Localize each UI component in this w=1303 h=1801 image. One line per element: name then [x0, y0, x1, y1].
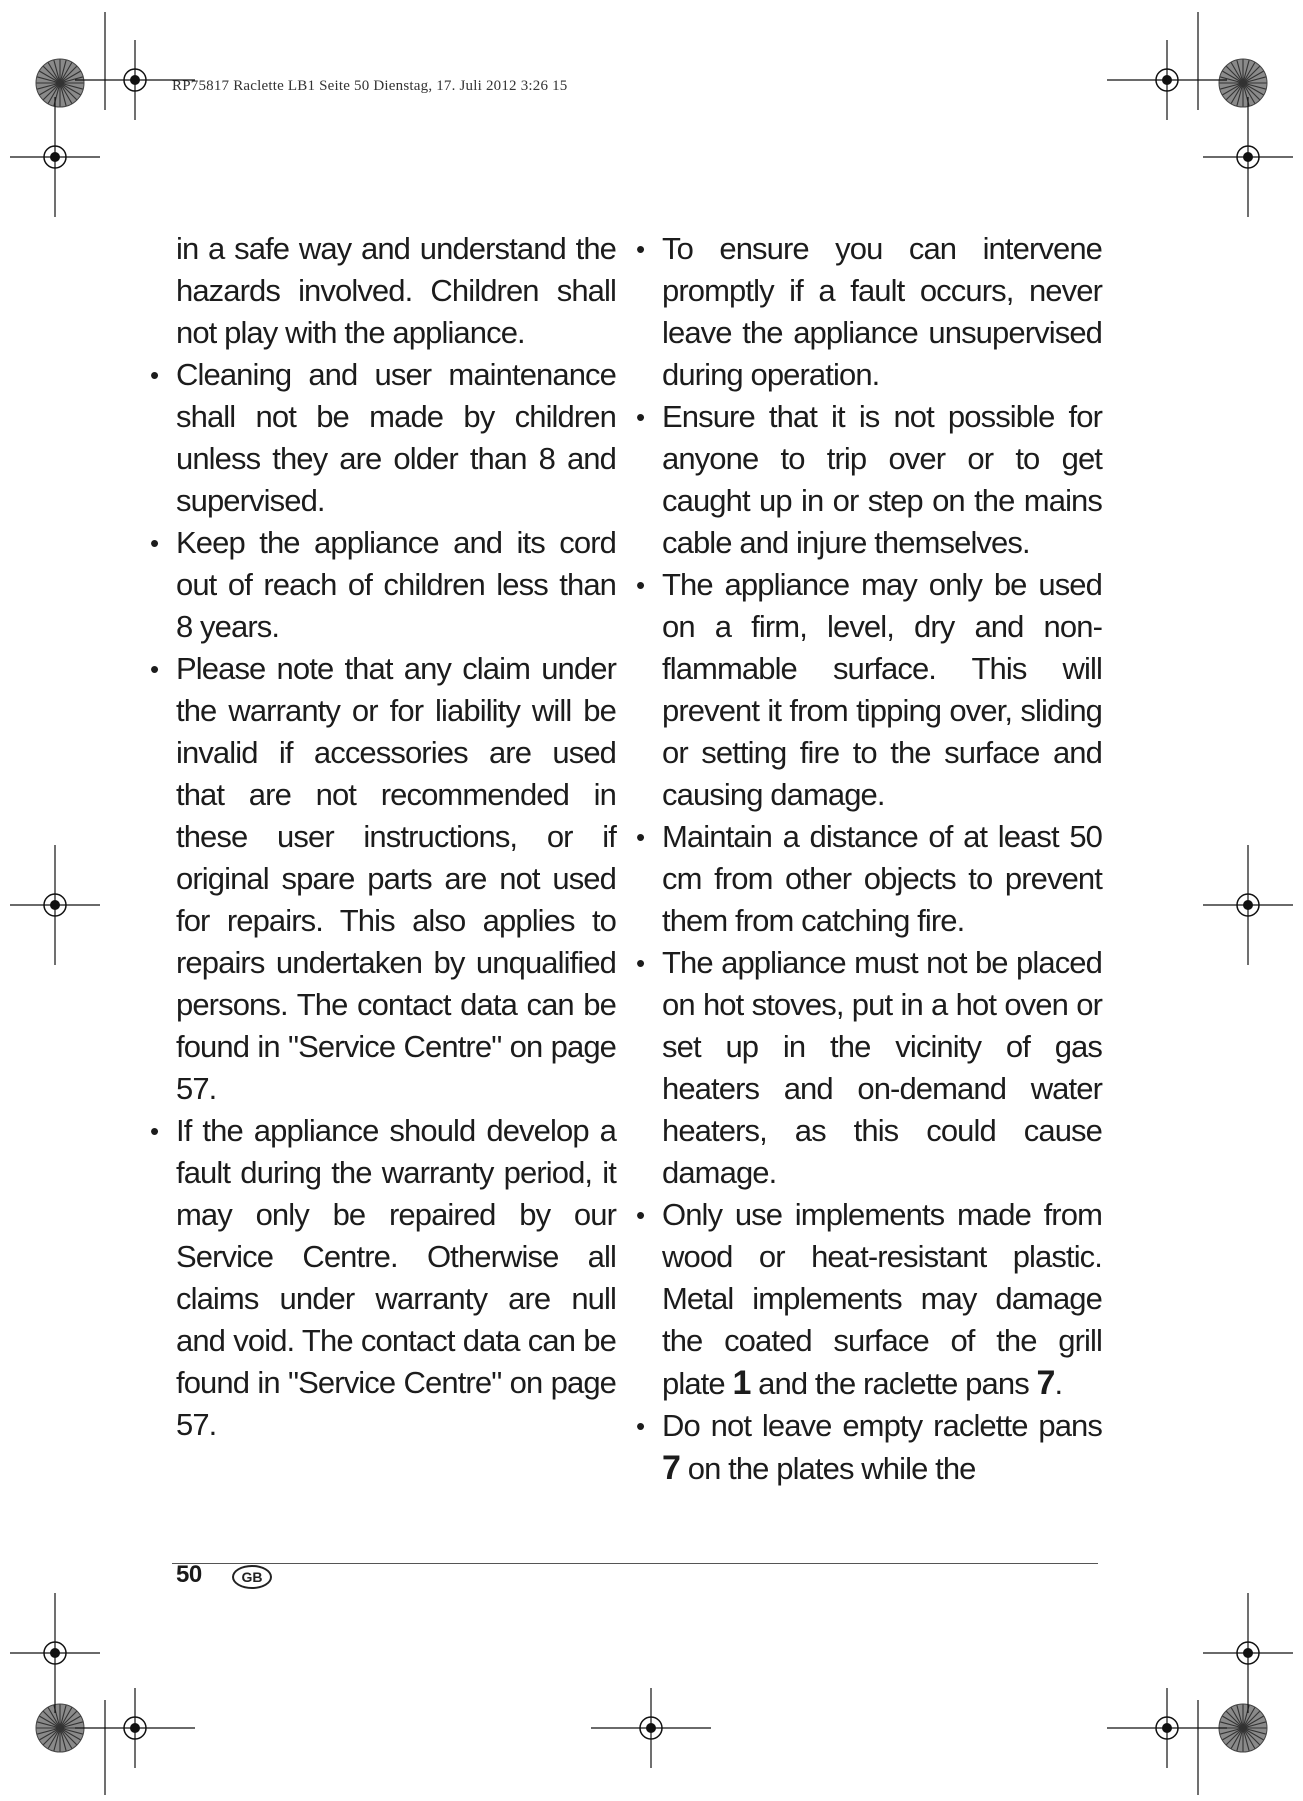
registration-starburst-tr-ray — [1222, 83, 1243, 95]
list-item — [150, 648, 616, 1110]
registration-starburst-tl-ray — [54, 83, 60, 106]
registration-starburst-br-ray — [1243, 1728, 1255, 1749]
intro-paragraph: in a safe way and understand the hazards involved. Children shall not play with the appliance. — [176, 231, 616, 350]
registration-starburst-tr-rim — [1219, 59, 1267, 107]
registration-starburst-bl-ray — [60, 1728, 83, 1734]
registration-starburst-bl-ray — [60, 1728, 77, 1745]
registration-starburst-br-ray — [1231, 1707, 1243, 1728]
bullet-text: If the appliance should develop a fault during the warranty period, it may only be repaired by our Service Centre. Otherwise all claims under warranty are null and void. The contact data can be found in "Service Centre" on page 57. — [176, 1113, 616, 1442]
registration-starburst-bl-ray — [43, 1728, 60, 1745]
registration-starburst-tl-ray — [60, 62, 72, 83]
bullet-text-part: and the raclette pans — [750, 1366, 1037, 1401]
list-item — [150, 522, 616, 648]
registration-starburst-tl-ray — [60, 83, 66, 106]
registration-crosshair-mid-left-dot — [50, 900, 60, 910]
registration-starburst-br-ray — [1243, 1722, 1266, 1728]
registration-starburst-bl-ray — [60, 1705, 66, 1728]
registration-starburst-br-ray — [1226, 1728, 1243, 1745]
bullet-text-part: Only use implements made from wood or heat-resistant plastic. Metal implements may damage the coated surface of the grill plate — [662, 1197, 1102, 1401]
registration-starburst-br-ray — [1243, 1707, 1255, 1728]
registration-crosshair-bottom-left-ring — [124, 1717, 146, 1739]
registration-starburst-bl-ray — [54, 1728, 60, 1751]
registration-starburst-tr-ray — [1243, 83, 1249, 106]
bullet-text: Cleaning and user maintenance shall not be made by children unless they are older than 8 and supervised. — [176, 357, 616, 518]
bullet-text: Ensure that it is not possible for anyone to trip over or to get caught up in or step on the mains cable and injure themselves. — [662, 399, 1102, 560]
registration-starburst-br-ray — [1243, 1716, 1264, 1728]
bullet-icon: • — [150, 360, 159, 390]
list-item — [636, 228, 1102, 396]
bullet-icon: • — [636, 948, 645, 978]
registration-starburst-tr-ray — [1231, 83, 1243, 104]
registration-crosshair-bottom-center-ring — [640, 1717, 662, 1739]
registration-starburst-tl-ray — [43, 66, 60, 83]
registration-starburst-tr-ray — [1222, 71, 1243, 83]
registration-crosshair-lower-left-dot — [50, 1648, 60, 1658]
registration-starburst-tl-ray — [48, 83, 60, 104]
registration-starburst-br-ray — [1231, 1728, 1243, 1749]
registration-starburst-tr-ray — [1226, 66, 1243, 83]
grill-plate-ref-number: 1 — [732, 1364, 751, 1402]
bullet-icon: • — [150, 654, 159, 684]
bullet-icon: • — [636, 570, 645, 600]
registration-starburst-tl-ray — [60, 77, 83, 83]
registration-starburst-bl-disc — [36, 1704, 84, 1752]
registration-starburst-tl-ray — [37, 77, 60, 83]
bullet-text: To ensure you can intervene promptly if a fault occurs, never leave the appliance unsupervised during operation. — [662, 231, 1102, 392]
registration-starburst-br-disc — [1219, 1704, 1267, 1752]
registration-starburst-tr-ray — [1243, 83, 1264, 95]
left-bullet-list — [150, 354, 616, 1446]
registration-starburst-tr-ray — [1243, 62, 1255, 83]
list-item — [636, 396, 1102, 564]
registration-starburst-br-ray — [1237, 1728, 1243, 1751]
bullet-icon: • — [636, 402, 645, 432]
registration-starburst-bl-ray — [39, 1728, 60, 1740]
bullet-text-part: on the plates while the — [680, 1451, 976, 1486]
registration-starburst-tl-ray — [60, 71, 81, 83]
bullet-icon: • — [636, 1200, 645, 1230]
registration-starburst-tr-ray — [1243, 83, 1266, 89]
registration-starburst-br-ray — [1243, 1728, 1264, 1740]
registration-starburst-br-ray — [1222, 1716, 1243, 1728]
registration-starburst-tl-ray — [48, 62, 60, 83]
registration-crosshair-upper-left-dot — [50, 152, 60, 162]
list-item — [150, 354, 616, 522]
registration-crosshair-bottom-right-ring — [1156, 1717, 1178, 1739]
bullet-icon: • — [636, 1411, 645, 1441]
country-code-badge: GB — [232, 1565, 272, 1589]
registration-starburst-tl-ray — [43, 83, 60, 100]
registration-crosshair-upper-left-ring — [44, 146, 66, 168]
registration-crosshair-mid-right-dot — [1243, 900, 1253, 910]
raclette-pans-ref-number: 7 — [1036, 1364, 1055, 1402]
registration-crosshair-top-right-dot — [1162, 75, 1172, 85]
registration-starburst-tr-ray — [1243, 60, 1249, 83]
registration-starburst-tl-ray — [54, 60, 60, 83]
registration-starburst-tl-ray — [39, 71, 60, 83]
bullet-icon: • — [636, 234, 645, 264]
registration-crosshair-mid-right-ring — [1237, 894, 1259, 916]
bullet-icon: • — [150, 1116, 159, 1146]
bullet-text-part: Do not leave empty raclette pans — [662, 1408, 1102, 1443]
registration-crosshair-lower-right-ring — [1237, 1642, 1259, 1664]
registration-starburst-tr-disc — [1219, 59, 1267, 107]
registration-starburst-tr-ray — [1243, 66, 1260, 83]
registration-crosshair-lower-right-dot — [1243, 1648, 1253, 1658]
registration-crosshair-upper-right-ring — [1237, 146, 1259, 168]
registration-crosshair-mid-left-ring — [44, 894, 66, 916]
registration-starburst-tr-ray — [1243, 83, 1255, 104]
bullet-text: Keep the appliance and its cord out of reach of children less than 8 years. — [176, 525, 616, 644]
registration-starburst-br-ray — [1243, 1705, 1249, 1728]
bullet-text: The appliance may only be used on a firm, level, dry and non-flammable surface. This will prevent it from tipping over, sliding or setting fire to the surface and causing damage. — [662, 567, 1102, 812]
registration-starburst-br-rim — [1219, 1704, 1267, 1752]
registration-starburst-tr-ray — [1243, 77, 1266, 83]
list-item — [150, 1110, 616, 1446]
bullet-text: The appliance must not be placed on hot stoves, put in a hot oven or set up in the vicinity of gas heaters and on-demand water heaters, as this could cause damage. — [662, 945, 1102, 1190]
registration-starburst-tr-ray — [1220, 77, 1243, 83]
bullet-icon: • — [636, 822, 645, 852]
registration-starburst-bl-ray — [60, 1728, 66, 1751]
registration-starburst-tr-ray — [1243, 83, 1260, 100]
bullet-text: Maintain a distance of at least 50 cm from other objects to prevent them from catching fire. — [662, 819, 1102, 938]
registration-starburst-br-ray — [1243, 1728, 1249, 1751]
list-item — [636, 942, 1102, 1194]
registration-crosshair-bottom-right-dot — [1162, 1723, 1172, 1733]
registration-starburst-br-ray — [1222, 1728, 1243, 1740]
footer-divider — [172, 1563, 1098, 1564]
registration-starburst-tl-disc — [36, 59, 84, 107]
registration-crosshair-bottom-left-dot — [130, 1723, 140, 1733]
list-item — [636, 564, 1102, 816]
registration-starburst-br-ray — [1226, 1711, 1243, 1728]
registration-starburst-bl-ray — [60, 1728, 81, 1740]
registration-starburst-bl-ray — [60, 1711, 77, 1728]
registration-starburst-tl-ray — [60, 83, 72, 104]
registration-starburst-tl-ray — [60, 83, 81, 95]
registration-starburst-tl-ray — [37, 83, 60, 89]
registration-starburst-tl-ray — [60, 83, 83, 89]
registration-starburst-br-ray — [1243, 1711, 1260, 1728]
print-slug-line: RP75817 Raclette LB1 Seite 50 Dienstag, 17. Juli 2012 3:26 15 — [172, 78, 568, 94]
registration-starburst-tl-ray — [60, 83, 77, 100]
raclette-pans-ref-number: 7 — [662, 1449, 681, 1487]
registration-starburst-bl-ray — [48, 1728, 60, 1749]
registration-starburst-br-ray — [1243, 1728, 1260, 1745]
list-item — [636, 1405, 1102, 1490]
registration-starburst-tl-ray — [60, 66, 77, 83]
registration-starburst-tr-ray — [1237, 83, 1243, 106]
registration-starburst-tr-ray — [1220, 83, 1243, 89]
registration-starburst-br-ray — [1237, 1705, 1243, 1728]
registration-starburst-tr-ray — [1243, 71, 1264, 83]
right-column — [636, 228, 1102, 1490]
registration-starburst-br-ray — [1220, 1722, 1243, 1728]
registration-starburst-bl-ray — [60, 1716, 81, 1728]
registration-crosshair-lower-left-ring — [44, 1642, 66, 1664]
registration-starburst-bl-ray — [37, 1722, 60, 1728]
registration-starburst-tr-ray — [1226, 83, 1243, 100]
list-item — [636, 1194, 1102, 1405]
registration-crosshair-top-left-dot — [130, 75, 140, 85]
bullet-text: Please note that any claim under the warranty or for liability will be invalid if accessories are used that are not recommended in these user instructions, or if original spare parts are not used for repairs. This also applies to repairs undertaken by unqualified persons. The contact data can be found in "Service Centre" on page 57. — [176, 651, 616, 1106]
page-number: 50 — [176, 1561, 202, 1588]
registration-starburst-bl-ray — [60, 1707, 72, 1728]
left-column — [150, 228, 616, 1446]
registration-starburst-br-ray — [1243, 1728, 1266, 1734]
registration-crosshair-top-right-ring — [1156, 69, 1178, 91]
registration-crosshair-bottom-center-dot — [646, 1723, 656, 1733]
bullet-icon: • — [150, 528, 159, 558]
bullet-text-part: . — [1054, 1366, 1063, 1401]
registration-starburst-bl-ray — [48, 1707, 60, 1728]
registration-starburst-tr-ray — [1231, 62, 1243, 83]
registration-starburst-tl-ray — [60, 60, 66, 83]
registration-starburst-bl-ray — [43, 1711, 60, 1728]
list-item — [636, 816, 1102, 942]
registration-starburst-tr-ray — [1237, 60, 1243, 83]
registration-starburst-bl-ray — [60, 1728, 72, 1749]
registration-starburst-tl-rim — [36, 59, 84, 107]
registration-crosshair-top-left-ring — [124, 69, 146, 91]
right-bullet-list — [636, 228, 1102, 1490]
registration-starburst-bl-ray — [39, 1716, 60, 1728]
registration-starburst-br-ray — [1220, 1728, 1243, 1734]
registration-starburst-bl-rim — [36, 1704, 84, 1752]
registration-starburst-bl-ray — [60, 1722, 83, 1728]
registration-starburst-bl-ray — [54, 1705, 60, 1728]
registration-starburst-bl-ray — [37, 1728, 60, 1734]
registration-crosshair-upper-right-dot — [1243, 152, 1253, 162]
registration-starburst-tl-ray — [39, 83, 60, 95]
